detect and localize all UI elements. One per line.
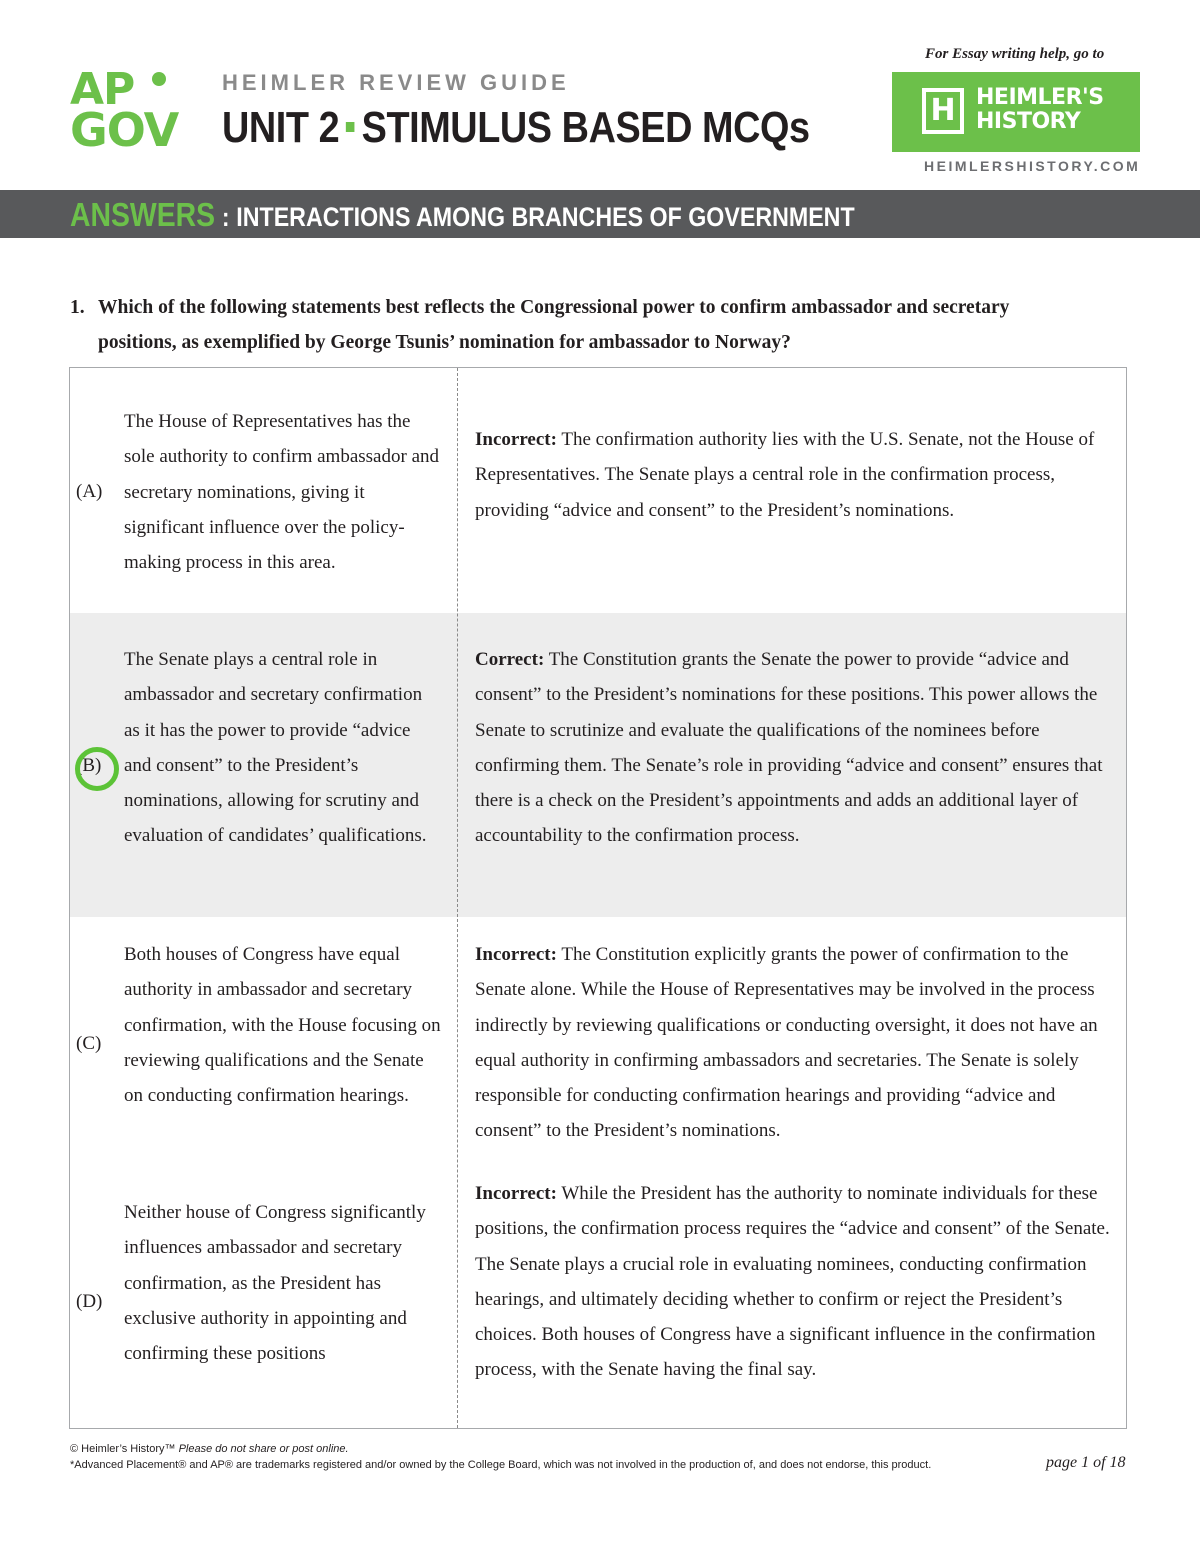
option-letter-d: (D): [76, 1291, 103, 1312]
logo-ap-text: AP: [70, 64, 135, 115]
verdict-c: Incorrect:: [475, 944, 557, 965]
essay-help-text: For Essay writing help, go to: [925, 46, 1105, 62]
explanation-a: [475, 422, 1115, 528]
table-row-a: [70, 368, 1126, 613]
footer-copyright-line: [70, 1441, 1140, 1457]
unit-label: UNIT 2: [222, 103, 340, 152]
option-text-c: Both houses of Congress have equal authority in ambassador and secretary confirmation, with the House focusing on reviewing qualifications and the Senate on conducting confirmation hearings.: [124, 944, 441, 1107]
copyright-text: © Heimler’s History™: [70, 1443, 176, 1455]
option-letter-c: (C): [76, 1033, 102, 1054]
brand-name: HEIMLER'S HISTORY: [976, 85, 1104, 134]
ap-gov-logo: [70, 64, 195, 160]
correct-answer-circle-icon: [75, 747, 119, 791]
option-letter-a: (A): [76, 481, 103, 502]
question-1: [70, 290, 1080, 360]
section-banner: [0, 190, 1200, 238]
explanation-text-a: The confirmation authority lies with the U.S. Senate, not the House of Representatives. The Senate plays a central role in the confirmation process, providing “advice and consent” to the President’s nominations.: [475, 429, 1095, 521]
banner-separator: :: [221, 202, 230, 232]
option-text-b: The Senate plays a central role in ambassador and secretary confirmation as it has the power to provide “advice and consent” to the President’s nominations, allowing for scrutiny and evaluation of candidates’ qualifications.: [124, 649, 427, 847]
explanation-text-c: The Constitution explicitly grants the power of confirmation to the Senate alone. While the House of Representatives may be involved in the process indirectly by reviewing qualifications or conducting oversight, it does not have an equal authority in confirming ambassadors and secretaries. The Senate is solely responsible for conducting confirmation hearings and providing “advice and consent” to the President’s nominations.: [475, 944, 1098, 1142]
share-notice: Please do not share or post online.: [178, 1443, 349, 1455]
brand-url-link[interactable]: HEIMLERSHISTORY.COM: [924, 158, 1141, 174]
explanation-b: [475, 642, 1115, 854]
title-separator-icon: [346, 122, 355, 132]
page-title: [222, 103, 810, 153]
explanation-text-d: While the President has the authority to nominate individuals for these positions, the confirmation process requires the “advice and consent” of the Senate. The Senate plays a crucial role in evaluating nominees, conducting confirmation hearings, and ultimately deciding whether to confirm or reject the President’s choices. Both houses of Congress have a significant influence in the confirmation process, with the Senate having the final say.: [475, 1183, 1110, 1381]
page-number: page 1 of 18: [1046, 1454, 1126, 1471]
answer-table: [69, 367, 1127, 1429]
explanation-c: [475, 937, 1115, 1149]
option-text-d: Neither house of Congress significantly influences ambassador and secretary confirmation, as the President has exclusive authority in appointing and confirming these positions: [124, 1202, 426, 1365]
guide-label: HEIMLER REVIEW GUIDE: [222, 70, 570, 95]
explanation-text-b: The Constitution grants the Senate the power to provide “advice and consent” to the President’s nominations for these positions. This power allows the Senate to scrutinize and evaluate the qualifications of the nominees before confirming them. The Senate’s role in providing “advice and consent” ensures that there is a check on the President’s appointments and adds an additional layer of accountability to the confirmation process.: [475, 649, 1103, 847]
banner-answers-label: ANSWERS: [70, 196, 216, 233]
question-text: Which of the following statements best reflects the Congressional power to confirm ambassador and secretary positions, as exemplified by George Tsunis’ nomination for ambassador to Norway?: [98, 297, 1010, 353]
table-row-b: [70, 613, 1126, 917]
verdict-d: Incorrect:: [475, 1183, 557, 1204]
unit-subtitle: STIMULUS BASED MCQs: [361, 103, 810, 152]
option-text-a: The House of Representatives has the sole authority to confirm ambassador and secretary nominations, giving it significant influence over the policy-making process in this area.: [124, 411, 440, 574]
question-number: 1.: [70, 297, 85, 318]
table-row-c: [70, 917, 1126, 1173]
column-divider: [457, 368, 458, 1428]
heimlers-history-logo[interactable]: [892, 72, 1140, 152]
footer: [70, 1441, 1140, 1473]
explanation-d: [475, 1176, 1115, 1388]
logo-gov-text: GOV: [70, 103, 179, 157]
table-row-d: [70, 1173, 1126, 1428]
logo-dot-icon: [152, 72, 166, 86]
banner-topic: INTERACTIONS AMONG BRANCHES OF GOVERNMENT: [236, 202, 855, 232]
verdict-b: Correct:: [475, 649, 545, 670]
heimler-h-icon: H: [922, 88, 964, 134]
trademark-notice: *Advanced Placement® and AP® are trademarks registered and/or owned by the College Board, which was not involved in the production of, and does not endorse, this product.: [70, 1459, 932, 1471]
verdict-a: Incorrect:: [475, 429, 557, 450]
option-letter-b: [76, 755, 120, 777]
option-letter-b-text: (B): [76, 755, 102, 776]
